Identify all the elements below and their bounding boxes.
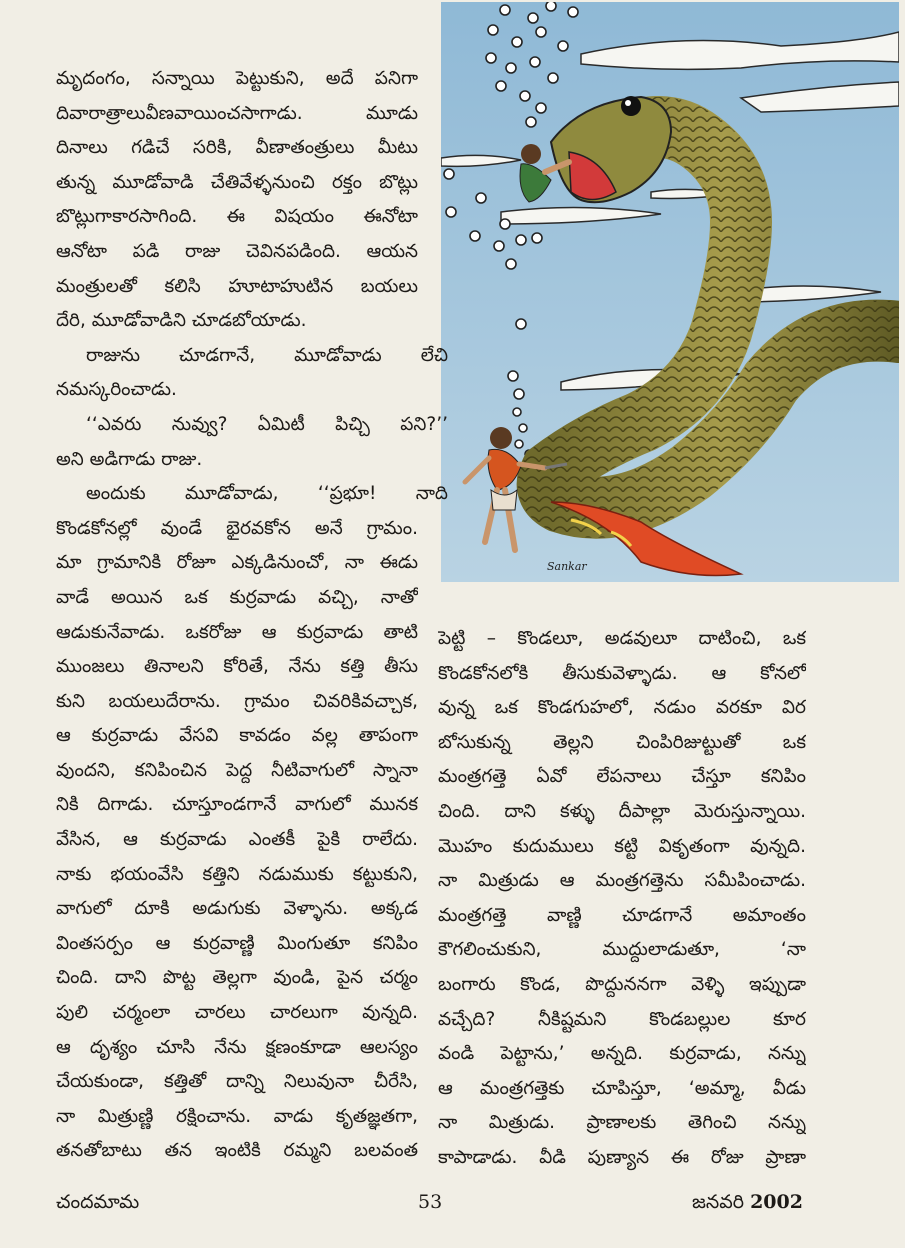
text-line: వాగులో దూకి అడుగుకు వెళ్ళాను. అక్కడ [56,898,418,920]
text-line: అని అడిగాడు రాజు. [56,448,203,470]
text-line: బోసుకున్న తెల్లని చింపిరిజుట్టుతో ఒక [438,731,806,753]
text-line: కాపాడాడు. వీడి పుణ్యాన ఈ రోజు ప్రాణా [438,1146,806,1168]
text-line: దేరి, మూడోవాడిని చూడబోయాడు. [56,310,307,332]
text-line: వండి పెట్టాను,’ అన్నది. కుర్రవాడు, నన్ను [438,1043,806,1065]
text-line: మంత్రగత్తె ఏవో లేపనాలు చేస్తూ కనిపిం [438,766,806,788]
text-line: బొట్లుగాకారసాగింది. ఈ విషయం ఈనోటా [56,206,418,228]
text-line: మంత్రులతో కలిసి హూటాహుటిన బయలు [56,275,418,297]
issue-month: జనవరి [692,1191,745,1213]
text-line: ఆ దృశ్యం చూసి నేను క్షణంకూడా ఆలస్యం [56,1036,418,1058]
text-line: కుని బయలుదేరాను. గ్రామం చివరికివచ్చాక, [56,690,418,712]
text-line: చింది. దాని పొట్ట తెల్లగా వుండి, పైన చర్మం [56,967,418,989]
text-line: వాడే అయిన ఒక కుర్రవాడు వచ్చి, నాతో [56,586,418,608]
text-line: వింతసర్పం ఆ కుర్రవాణ్ణి మింగుతూ కనిపిం [56,932,418,954]
text-line: నా మిత్రుణ్ణి రక్షించాను. వాడు కృతజ్ఞతగా, [56,1105,418,1127]
text-line: దివారాత్రాలువీణవాయించసాగాడు. మూడు [56,102,418,124]
text-line: మొహం కుదుములు కట్టి వికృతంగా వున్నది. [438,835,806,857]
text-line: ముంజలు తినాలని కోరితే, నేను కత్తి తీసు [56,656,418,678]
issue-year: 2002 [750,1191,803,1213]
page-number: 53 [418,1191,443,1213]
text-line: మృదంగం, సన్నాయి పెట్టుకుని, అదే పనిగా [56,68,418,89]
issue-date [692,1188,803,1216]
text-line: మంత్రగత్తె వాణ్ణి చూడగానే అమాంతం [438,904,806,926]
text-line: పులి చర్మంలా చారలు చారలుగా వున్నది. [56,1002,418,1024]
text-line: వచ్చేది? నీకిష్టమని కొండబల్లుల కూర [438,1008,806,1030]
left-text-column [56,62,448,1169]
text-line: తున్న మూడోవాడి చేతివేళ్ళనుంచి రక్తం బొట్లు [56,171,418,193]
text-line: మా గ్రామానికి రోజూ ఎక్కడినుంచో, నా ఈడు [56,552,418,574]
text-line: నా మిత్రుడు ఆ మంత్రగత్తెను సమీపించాడు. [438,870,806,892]
snake-illustration [441,2,899,582]
text-line: ‘‘ఎవరు నువ్వు? ఏమిటీ పిచ్చి పని?’’ [86,413,448,435]
text-line: నికి దిగాడు. చూస్తూండగానే వాగులో మునక [56,794,418,816]
text-line: కొండకోనలోకి తీసుకువెళ్ళాడు. ఆ కోనలో [438,662,806,684]
magazine-name: చందమామ [56,1191,140,1213]
text-line: నాకు భయంవేసి కత్తిని నడుముకు కట్టుకుని, [56,863,418,885]
right-text-column [438,622,818,1176]
text-line: దినాలు గడిచే సరికి, వీణాతంత్రులు మీటు [56,137,418,159]
text-line: వేసిన, ఆ కుర్రవాడు ఎంతకీ పైకి రాలేదు. [56,829,418,851]
artist-signature: Sankar [547,560,587,573]
text-line: కొండకోనల్లో వుండే భైరవకోన అనే గ్రామం. [56,517,418,539]
text-line: వున్న ఒక కొండగుహలో, నడుం వరకూ విర [438,697,806,719]
text-line: ఆ మంత్రగత్తెకు చూపిస్తూ, ‘అమ్మా, వీడు [438,1077,806,1099]
text-line: నమస్కరించాడు. [56,379,177,401]
text-line: రాజును చూడగానే, మూడోవాడు లేచి [86,344,448,366]
text-line: వుందని, కనిపించిన పెద్ద నీటివాగులో స్నానా [56,759,418,781]
text-line: నా మిత్రుడు. ప్రాణాలకు తెగించి నన్ను [438,1112,806,1134]
text-line: ఆనోటా పడి రాజు చెవినపడింది. ఆయన [56,240,418,262]
text-line: పెట్టి – కొండలూ, అడవులూ దాటించి, ఒక [438,628,806,649]
text-line: తనతోబాటు తన ఇంటికి రమ్మని బలవంత [56,1140,418,1162]
text-line: చేయకుండా, కత్తితో దాన్ని నిలువునా చీరేసి, [56,1071,418,1093]
text-line: చింది. దాని కళ్ళు దీపాల్లా మెరుస్తున్నాయి. [438,800,806,822]
text-line: బంగారు కొండ, పొద్దుననగా వెళ్ళి ఇప్పుడా [438,973,806,995]
text-line: ఆ కుర్రవాడు వేసవి కావడం వల్ల తాపంగా [56,725,418,747]
text-line: అందుకు మూడోవాడు, ‘‘ప్రభూ! నాది [86,483,448,505]
text-line: ఆడుకునేవాడు. ఒకరోజు ఆ కుర్రవాడు తాటి [56,621,418,643]
text-line: కౌగలించుకుని, ముద్దులాడుతూ, ‘నా [438,939,806,961]
